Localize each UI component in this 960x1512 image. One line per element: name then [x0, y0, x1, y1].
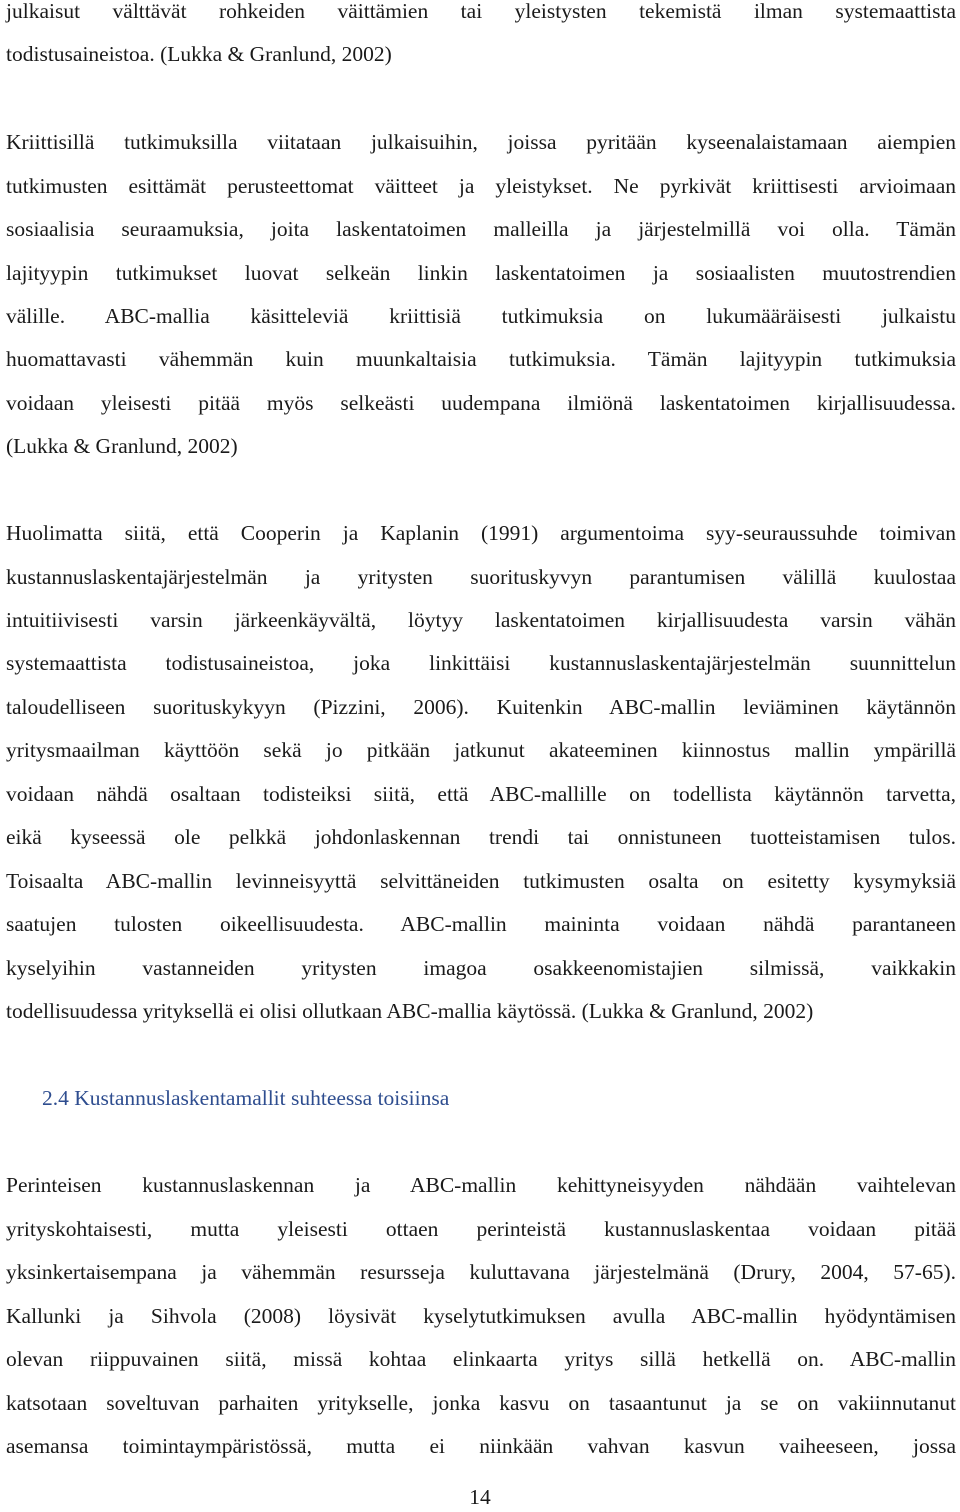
paragraph-3-line-6: yritysmaailman käyttöön sekä jo pitkään jatkunut akateeminen kiinnostus mallin ympärillä [6, 738, 956, 762]
paragraph-3-line-9: Toisaalta ABC-mallin levinneisyyttä selvittäneiden tutkimusten osalta on esitetty kysymyksiä [6, 869, 956, 893]
section-heading: 2.4 Kustannuslaskentamallit suhteessa toisiinsa [42, 1086, 450, 1110]
paragraph-3-line-12: todellisuudessa yrityksellä ei olisi ollutkaan ABC-mallia käytössä. (Lukka & Granlund, 2002) [6, 999, 814, 1023]
paragraph-3-line-2: kustannuslaskentajärjestelmän ja yritysten suorituskyvyn parantumisen välillä kuulostaa [6, 565, 956, 589]
paragraph-3-line-8: eikä kyseessä ole pelkkä johdonlaskennan trendi tai onnistuneen tuotteistamisen tulos. [6, 825, 956, 849]
paragraph-4-line-4: Kallunki ja Sihvola (2008) löysivät kyselytutkimuksen avulla ABC-mallin hyödyntämisen [6, 1304, 956, 1328]
paragraph-2-line-6: huomattavasti vähemmän kuin muunkaltaisia tutkimuksia. Tämän lajityypin tutkimuksia [6, 347, 956, 371]
paragraph-4-line-1: Perinteisen kustannuslaskennan ja ABC-mallin kehittyneisyyden nähdään vaihtelevan [6, 1173, 956, 1197]
paragraph-3-line-7: voidaan nähdä osaltaan todisteiksi siitä, että ABC-mallille on todellista käytännön tarvetta, [6, 782, 956, 806]
paragraph-2-line-8: (Lukka & Granlund, 2002) [6, 434, 238, 458]
paragraph-2-line-2: tutkimusten esittämät perusteettomat väitteet ja yleistykset. Ne pyrkivät kriittisesti arvioimaan [6, 174, 956, 198]
paragraph-2-line-3: sosiaalisia seuraamuksia, joita laskentatoimen malleilla ja järjestelmillä voi olla. Tämän [6, 217, 956, 241]
paragraph-3-line-11: kyselyihin vastanneiden yritysten imagoa osakkeenomistajien silmissä, vaikkakin [6, 956, 956, 980]
paragraph-2-line-5: välille. ABC-mallia käsitteleviä kriittisiä tutkimuksia on lukumääräisesti julkaistu [6, 304, 956, 328]
paragraph-3-line-10: saatujen tulosten oikeellisuudesta. ABC-mallin maininta voidaan nähdä parantaneen [6, 912, 956, 936]
paragraph-3-line-3: intuitiivisesti varsin järkeenkäyvältä, löytyy laskentatoimen kirjallisuudesta varsin vähän [6, 608, 956, 632]
paragraph-2-line-1: Kriittisillä tutkimuksilla viitataan julkaisuihin, joissa pyritään kyseenalaistamaan aiempien [6, 130, 956, 154]
paragraph-1-line-1: julkaisut välttävät rohkeiden väittämien tai yleistysten tekemistä ilman systemaattista [6, 0, 956, 23]
paragraph-2-line-4: lajityypin tutkimukset luovat selkeän linkin laskentatoimen ja sosiaalisten muutostrendien [6, 261, 956, 285]
paragraph-3-line-1: Huolimatta siitä, että Cooperin ja Kaplanin (1991) argumentoima syy-seuraussuhde toimivan [6, 521, 956, 545]
page-number: 14 [469, 1485, 491, 1509]
paragraph-4-line-3: yksinkertaisempana ja vähemmän resursseja kuluttavana järjestelmänä (Drury, 2004, 57-65). [6, 1260, 956, 1284]
paragraph-2-line-7: voidaan yleisesti pitää myös selkeästi uudempana ilmiönä laskentatoimen kirjallisuudessa. [6, 391, 956, 415]
paragraph-4-line-2: yrityskohtaisesti, mutta yleisesti ottaen perinteistä kustannuslaskentaa voidaan pitää [6, 1217, 956, 1241]
paragraph-4-line-5: olevan riippuvainen siitä, missä kohtaa elinkaarta yritys sillä hetkellä on. ABC-mallin [6, 1347, 956, 1371]
paragraph-1-line-2: todistusaineistoa. (Lukka & Granlund, 2002) [6, 42, 392, 66]
paragraph-4-line-7: asemansa toimintaympäristössä, mutta ei niinkään vahvan kasvun vaiheeseen, jossa [6, 1434, 956, 1458]
paragraph-3-line-5: taloudelliseen suorituskykyyn (Pizzini, 2006). Kuitenkin ABC-mallin leviäminen käytännön [6, 695, 956, 719]
paragraph-3-line-4: systemaattista todistusaineistoa, joka linkittäisi kustannuslaskentajärjestelmän suunnittelun [6, 651, 956, 675]
paragraph-4-line-6: katsotaan soveltuvan parhaiten yritykselle, jonka kasvu on tasaantunut ja se on vakiinnutanut [6, 1391, 956, 1415]
